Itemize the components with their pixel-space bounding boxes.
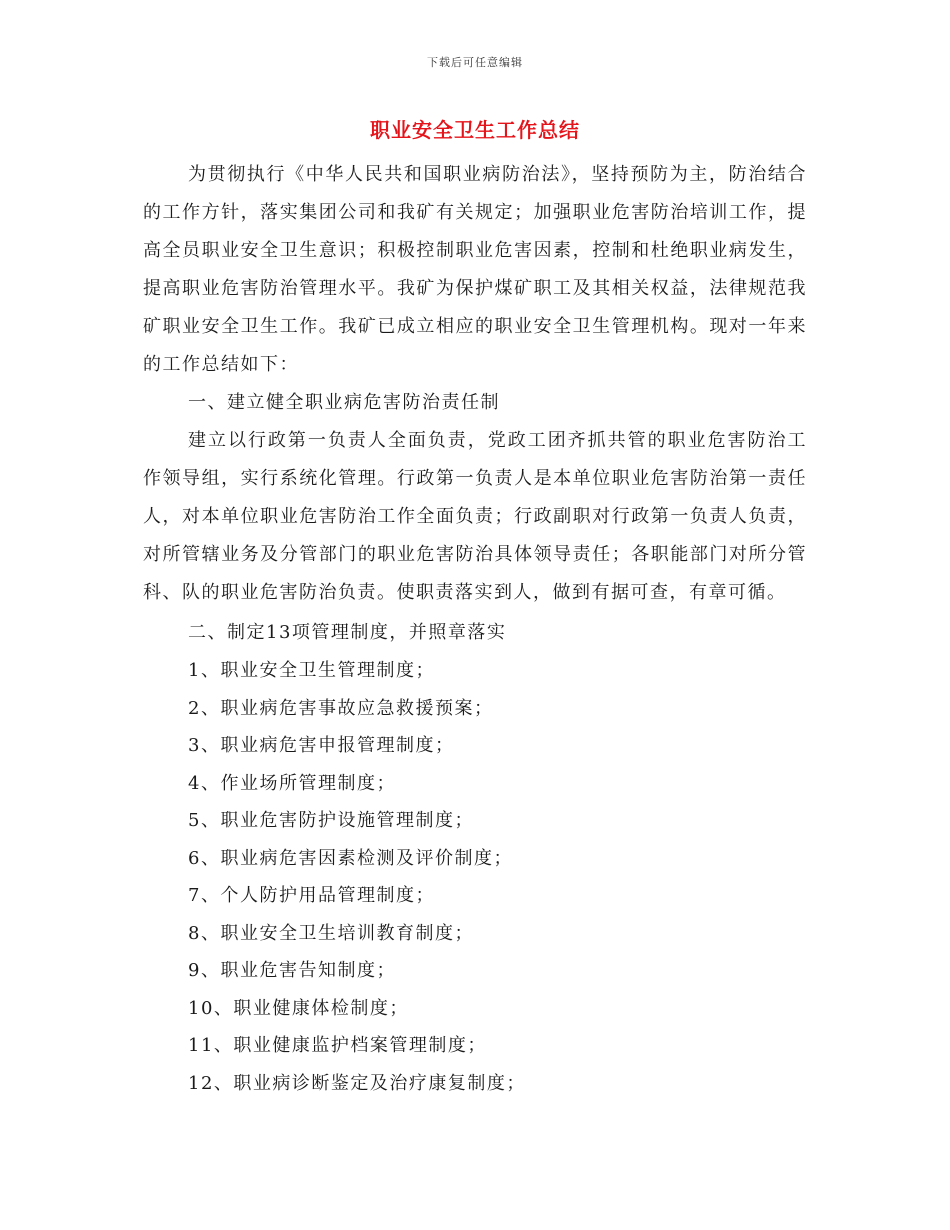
list-item: 2、职业病危害事故应急救援预案； — [188, 697, 494, 719]
document-title: 职业安全卫生工作总结 — [370, 118, 580, 142]
section-1-heading: 一、建立健全职业病危害防治责任制 — [188, 392, 500, 413]
list-item: 5、职业危害防护设施管理制度； — [188, 810, 474, 831]
list-item: 9、职业危害告知制度； — [188, 960, 396, 981]
section-2-heading: 二、制定13项管理制度，并照章落实 — [188, 622, 507, 643]
list-item: 3、职业病危害申报管理制度； — [188, 735, 455, 756]
list-item: 7、个人防护用品管理制度； — [188, 885, 435, 906]
list-item: 1、职业安全卫生管理制度； — [188, 660, 435, 681]
list-item: 10、职业健康体检制度； — [188, 997, 409, 1019]
list-item: 4、作业场所管理制度； — [188, 772, 396, 794]
intro-paragraph: 为贯彻执行《中华人民共和国职业病防治法》，坚持预防为主，防治结合的工作方针，落实集团公司和我矿有关规定；加强职业危害防治培训工作，提高全员职业安全卫生意识；积极控制职业危害因素，控制和杜绝职业病发生，提高职业危害防治管理水平。我矿为保护煤矿职工及其相关权益，法律规范我矿职业安全卫生工作。我矿已成立相应的职业安全卫生管理机构。现对一年来的工作总结如下： — [143, 164, 807, 375]
document-body — [143, 156, 807, 1102]
list-item: 12、职业病诊断鉴定及治疗康复制度； — [188, 1072, 526, 1094]
list-item: 8、职业安全卫生培训教育制度； — [188, 922, 474, 944]
list-item: 11、职业健康监护档案管理制度； — [188, 1035, 487, 1056]
page-header-note: 下载后可任意编辑 — [427, 56, 523, 69]
section-1-body: 建立以行政第一负责人全面负责，党政工团齐抓共管的职业危害防治工作领导组，实行系统化管理。行政第一负责人是本单位职业危害防治第一责任人，对本单位职业危害防治工作全面负责；行政副职对行政第一负责人负责，对所管辖业务及分管部门的职业危害防治具体领导责任；各职能部门对所分管科、队的职业危害防治负责。使职责落实到人，做到有据可查，有章可循。 — [143, 430, 807, 603]
regulation-list — [143, 652, 807, 1102]
list-item: 6、职业病危害因素检测及评价制度； — [188, 847, 513, 869]
